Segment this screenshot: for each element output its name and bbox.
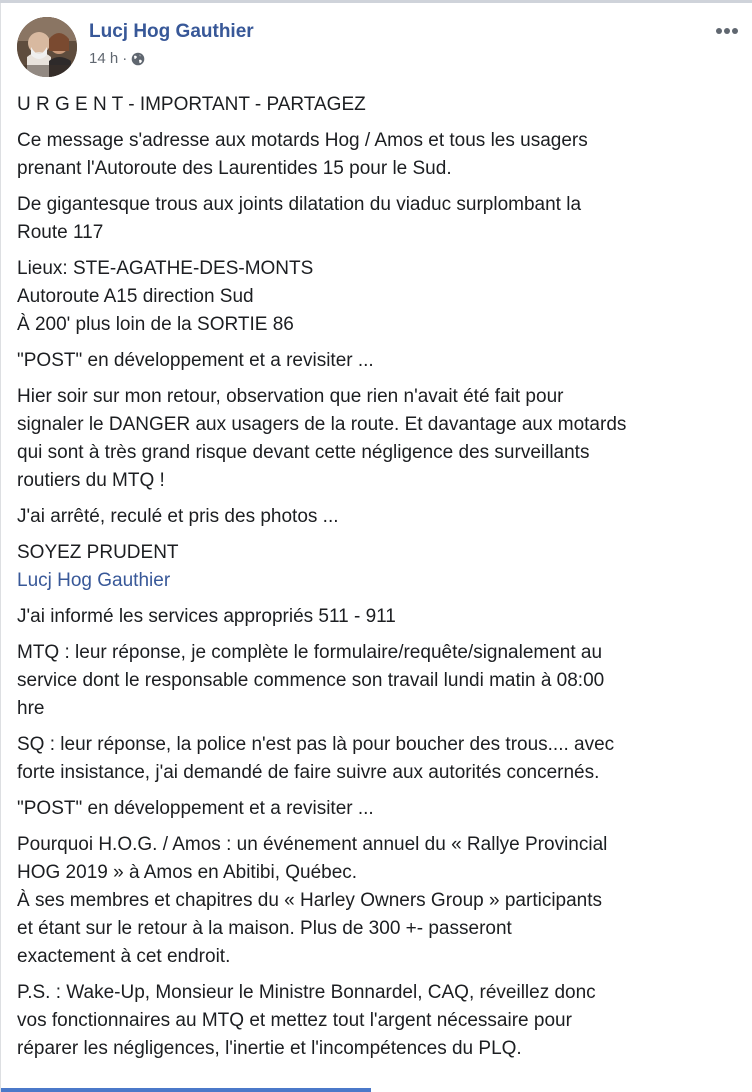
text-line: MTQ : leur réponse, je complète le formulaire/requête/signalement au [17, 642, 603, 663]
post-body [17, 91, 739, 1071]
paragraph [17, 731, 739, 787]
text-line: service dont le responsable commence son travail lundi matin à 08:00 [17, 670, 605, 691]
author-name[interactable]: Lucj Hog Gauthier [89, 21, 254, 42]
paragraph [17, 979, 739, 1063]
text-line: U R G E N T - IMPORTANT - PARTAGEZ [17, 94, 366, 115]
text-line: exactement à cet endroit. [17, 946, 231, 967]
text-line: SQ : leur réponse, la police n'est pas là pour boucher des trous.... avec [17, 734, 615, 755]
paragraph [17, 639, 739, 723]
paragraph [17, 191, 739, 247]
paragraph [17, 503, 739, 531]
text-line: J'ai arrêté, reculé et pris des photos ... [17, 506, 339, 527]
text-line: "POST" en développement et a revisiter ... [17, 350, 374, 371]
meta-separator: · [122, 50, 128, 67]
text-line: routiers du MTQ ! [17, 470, 165, 491]
scroll-indicator [1, 1088, 371, 1092]
text-line: Route 117 [17, 222, 104, 243]
text-line: De gigantesque trous aux joints dilatation du viaduc surplombant la [17, 194, 582, 215]
avatar[interactable] [17, 17, 77, 77]
globe-icon[interactable] [131, 52, 145, 66]
more-dots-icon[interactable] [713, 21, 741, 41]
paragraph [17, 383, 739, 495]
text-line: Hier soir sur mon retour, observation que rien n'avait été fait pour [17, 386, 564, 407]
text-line: hre [17, 698, 45, 719]
text-line: Pourquoi H.O.G. / Amos : un événement annuel du « Rallye Provincial [17, 834, 608, 855]
paragraph [17, 91, 739, 119]
text-line: et étant sur le retour à la maison. Plus de 300 +- passeront [17, 918, 512, 939]
paragraph [17, 831, 739, 971]
text-line: signaler le DANGER aux usagers de la route. Et davantage aux motards [17, 414, 627, 435]
paragraph [17, 603, 739, 631]
post-meta [89, 50, 145, 67]
paragraph [17, 255, 739, 339]
paragraph [17, 795, 739, 823]
text-line: "POST" en développement et a revisiter ... [17, 798, 374, 819]
text-line: HOG 2019 » à Amos en Abitibi, Québec. [17, 862, 358, 883]
text-line: Lieux: STE-AGATHE-DES-MONTS [17, 258, 314, 279]
text-line: SOYEZ PRUDENT [17, 542, 179, 563]
text-line: À ses membres et chapitres du « Harley Owners Group » participants [17, 890, 603, 911]
text-line: prenant l'Autoroute des Laurentides 15 pour le Sud. [17, 158, 452, 179]
paragraph [17, 539, 739, 595]
post-header [15, 15, 745, 79]
paragraph [17, 127, 739, 183]
post-time[interactable]: 14 h [89, 50, 119, 67]
text-line: P.S. : Wake-Up, Monsieur le Ministre Bonnardel, CAQ, réveillez donc [17, 982, 596, 1003]
avatar-photo [17, 17, 77, 77]
text-line: qui sont à très grand risque devant cette négligence des surveillants [17, 442, 590, 463]
text-line: Ce message s'adresse aux motards Hog / Amos et tous les usagers [17, 130, 588, 151]
text-line: forte insistance, j'ai demandé de faire suivre aux autorités concernés. [17, 762, 600, 783]
text-line: Autoroute A15 direction Sud [17, 286, 254, 307]
author-mention-link[interactable]: Lucj Hog Gauthier [17, 570, 171, 591]
text-line: vos fonctionnaires au MTQ et mettez tout l'argent nécessaire pour [17, 1010, 572, 1031]
text-line: À 200' plus loin de la SORTIE 86 [17, 314, 294, 335]
facebook-post [0, 3, 752, 1092]
paragraph [17, 347, 739, 375]
text-line: J'ai informé les services appropriés 511 - 911 [17, 606, 396, 627]
text-line: réparer les négligences, l'inertie et l'incompétences du PLQ. [17, 1038, 522, 1059]
